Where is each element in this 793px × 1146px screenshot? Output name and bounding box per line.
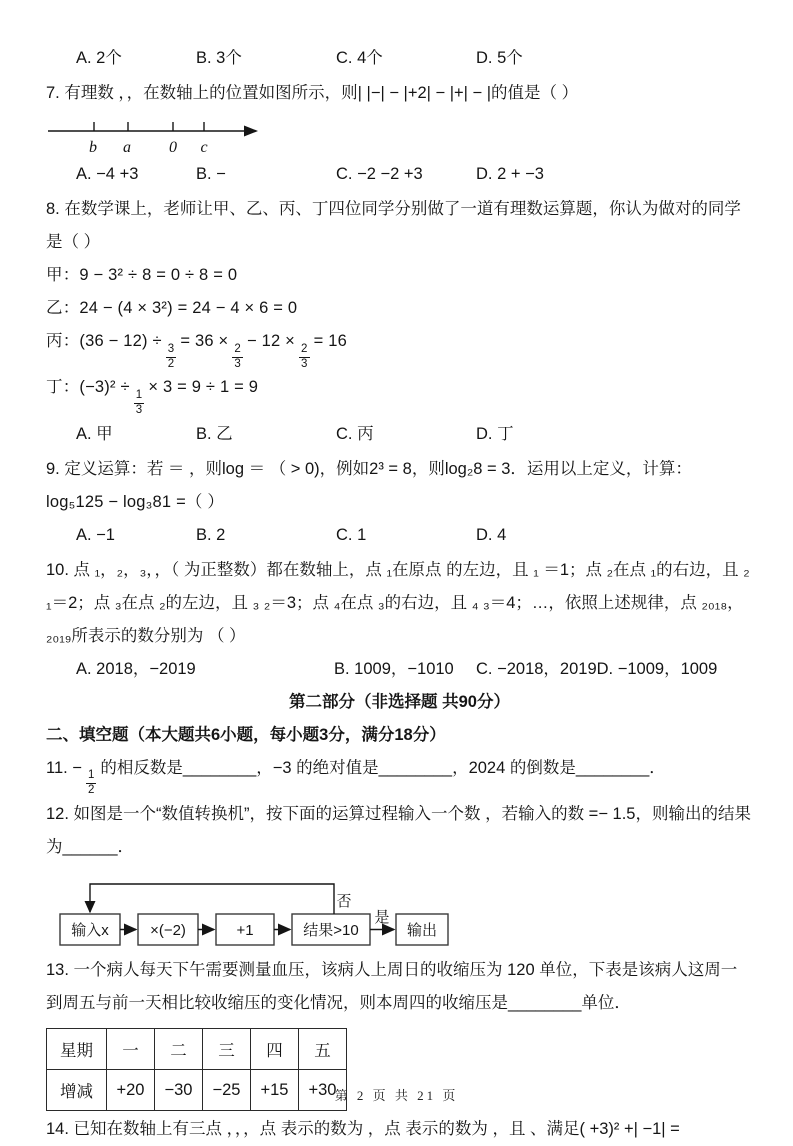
q7-numberline-figure — [46, 112, 292, 158]
question-9-text: 9. 定义运算：若 ＝ ，则log ＝ （ > 0)，例如2³ = 8，则log₂8 = 3．运用以上定义，计算： — [46, 459, 692, 478]
flow-box-check: 结果>10 — [303, 922, 359, 940]
q10-option-c: C. −2018，2019 — [476, 659, 597, 678]
flow-box-input: 输入x — [71, 922, 109, 940]
q10-option-a: A. 2018，−2019 — [76, 659, 196, 678]
q8-student-jia-work: 甲：9 − 3² ÷ 8 = 0 ÷ 8 = 0 — [46, 266, 238, 284]
question-9-expression: log₅125 − log₃81 =（ ） — [46, 492, 225, 511]
question-9-options — [46, 519, 753, 552]
question-11-text: 11. − $\frac{1}{2}$ 的相反数是________，−3 的绝对值是________，2024 的倒数是________． — [46, 758, 666, 797]
fraction: $\frac{1}{3}$ — [135, 389, 143, 416]
table-header-cell: 二 — [155, 1029, 203, 1070]
table-header-cell: 五 — [299, 1029, 347, 1070]
table-row — [47, 1029, 347, 1070]
q9-option-d: D. 4 — [476, 525, 507, 544]
question-7-text: 7. 有理数 ，，在数轴上的位置如图所示，则| |−| − |+2| − |+| − |的值是（ ） — [46, 84, 579, 102]
question-8-options — [46, 418, 753, 451]
question-12-text: 12. 如图是一个“数值转换机”，按下面的运算过程输入一个数 ，若输入的数 =− 1.5，则输出的结果为______． — [46, 805, 751, 857]
loop-back-arrow-icon — [90, 884, 334, 914]
fraction: $\frac{2}{3}$ — [234, 342, 241, 370]
numberline-label-a: a — [123, 139, 131, 156]
question-10-options — [46, 653, 753, 686]
q7-option-a: A. −4 +3 — [76, 165, 139, 183]
numberline-arrow-icon — [244, 126, 258, 137]
table-value-cell: 增减 — [47, 1070, 107, 1111]
q7-option-d: D. 2 + −3 — [476, 165, 544, 183]
q8-option-d: D. 丁 — [476, 424, 514, 443]
fill-in-section-header: 二、填空题（本大题共6小题，每小题3分，满分18分） — [46, 725, 446, 744]
q12-number-machine-flowchart — [52, 872, 452, 952]
prev-option-b: B. 3个 — [196, 49, 242, 67]
q8-option-b: B. 乙 — [196, 424, 233, 443]
q8-option-a: A. 甲 — [76, 424, 113, 443]
table-header-cell: 一 — [107, 1029, 155, 1070]
flow-box-output: 输出 — [406, 922, 438, 940]
page-footer: 第 2 页 共 21 页 — [334, 1088, 459, 1103]
prev-option-d: D. 5个 — [476, 49, 523, 67]
prev-option-c: C. 4个 — [336, 49, 383, 67]
numberline-label-b: b — [89, 139, 97, 156]
prev-option-a: A. 2个 — [76, 49, 122, 67]
table-value-cell: −30 — [155, 1070, 203, 1111]
fraction: $\frac{1}{2}$ — [87, 769, 95, 797]
question-14-text: 14. 已知在数轴上有三点 ，，，点 表示的数为 ，点 表示的数为 ，且 、满足( +3)² +| −1| = — [46, 1120, 680, 1139]
q10-option-b: B. 1009，−1010 — [334, 659, 454, 678]
numberline-label-0: 0 — [169, 139, 177, 156]
table-value-cell: −25 — [203, 1070, 251, 1111]
question-10-text: 10. 点 ₁，₂，₃，，（ 为正整数）都在数轴上，点 ₁在原点 的左边，且 ₁ ＝1；点 ₂在点 ₁的右边，且 ₂ ₁＝2；点 ₃在点 ₂的左边，且 ₃ ₂＝3；点 ₄在点 ₃的右边，且 ₄ ₃＝4；…，依照上述规律，点 ₂₀₁₈，₂₀₁₉所表示的数分别为 （ ） — [46, 560, 750, 645]
fraction: $\frac{2}{3}$ — [300, 342, 308, 370]
question-8-text: 8. 在数学课上，老师让甲、乙、丙、丁四位同学分别做了一道有理数运算题，你认为做对的同学是（ ） — [46, 200, 741, 251]
flow-label-yes: 是 — [374, 909, 390, 927]
question-7-options — [46, 158, 753, 191]
flow-label-no: 否 — [336, 893, 352, 911]
fraction: $\frac{3}{2}$ — [167, 342, 175, 370]
q7-option-c: C. −2 −2 +3 — [336, 165, 423, 183]
q7-option-b: B. − — [196, 165, 226, 183]
table-header-cell: 四 — [251, 1029, 299, 1070]
table-header-cell: 三 — [203, 1029, 251, 1070]
q8-option-c: C. 丙 — [336, 424, 374, 443]
table-value-cell: +20 — [107, 1070, 155, 1111]
table-value-cell: +15 — [251, 1070, 299, 1111]
numberline-label-c: c — [200, 139, 208, 156]
q9-option-b: B. 2 — [196, 525, 226, 544]
q8-student-ding-work: 丁：(−3)² ÷ $\frac{1}{3}$ × 3 = 9 ÷ 1 = 9 — [46, 378, 259, 416]
part2-header: 第二部分（非选择题 共90分） — [289, 692, 510, 711]
q9-option-c: C. 1 — [336, 525, 367, 544]
flow-box-plus1: +1 — [236, 922, 254, 940]
q8-student-yi-work: 乙：24 − (4 × 3²) = 24 − 4 × 6 = 0 — [46, 299, 298, 317]
q9-option-a: A. −1 — [76, 525, 115, 544]
table-header-cell: 星期 — [47, 1029, 107, 1070]
q10-option-d: D. −1009，1009 — [596, 659, 718, 678]
q8-student-bing-work: 丙：(36 − 12) ÷ $\frac{3}{2}$ = 36 × $\frac{2}{3}$ − 12 × $\frac{2}{3}$ = 16 — [46, 332, 347, 370]
prev-question-options — [46, 42, 753, 75]
question-13-text: 13. 一个病人每天下午需要测量血压，该病人上周日的收缩压为 120 单位，下表是该病人这周一到周五与前一天相比较收缩压的变化情况，则本周四的收缩压是________单位． — [46, 961, 738, 1013]
flow-box-times: ×(−2) — [150, 922, 186, 940]
table-value-cell: +30 — [299, 1070, 347, 1111]
